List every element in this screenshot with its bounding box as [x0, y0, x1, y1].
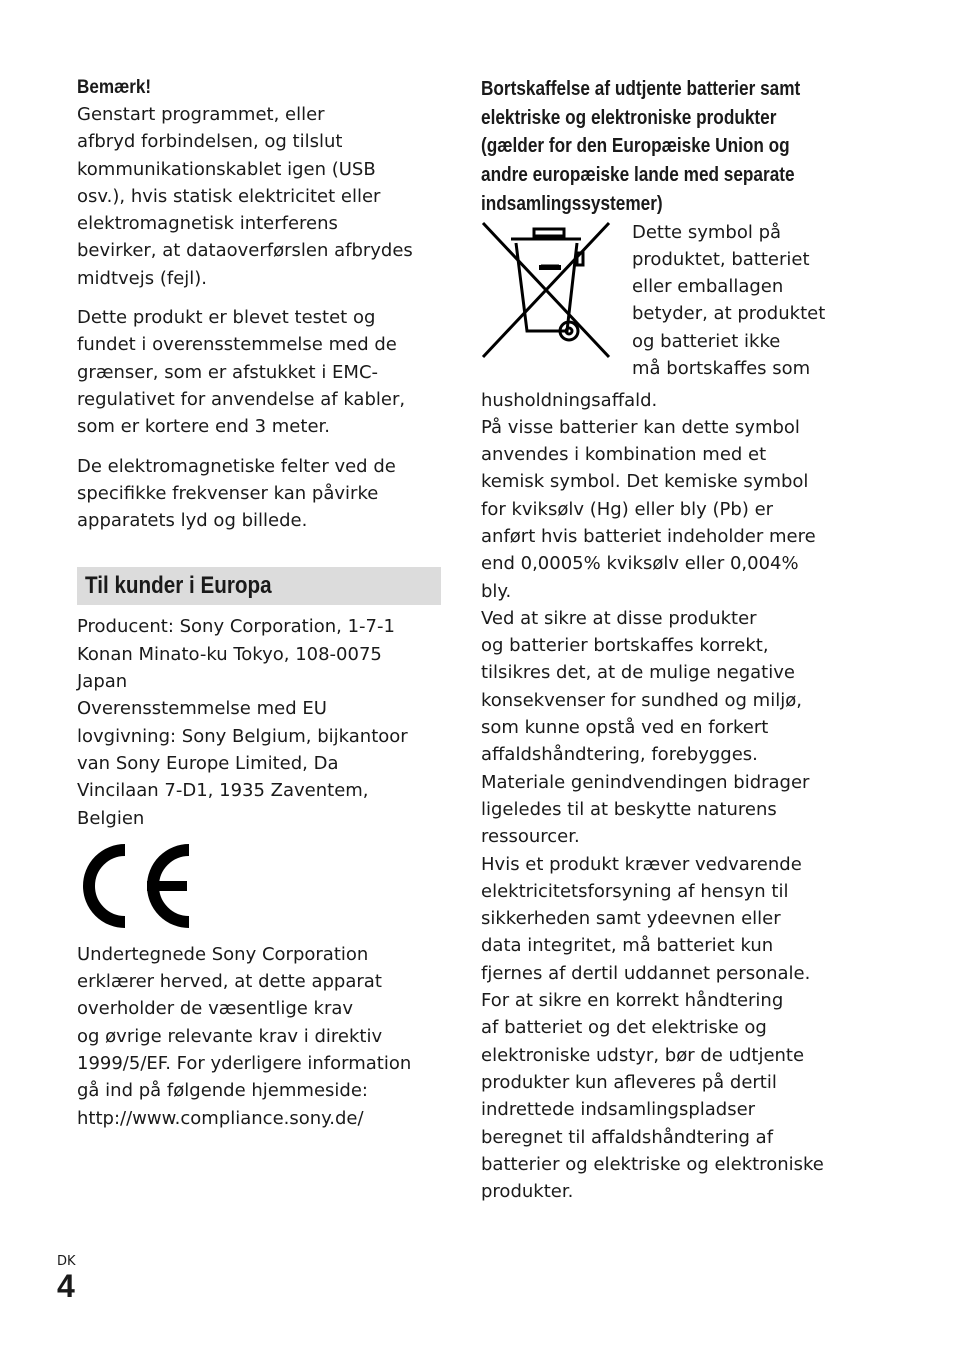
page-number: 4	[57, 1268, 75, 1304]
disposal-title: Bortskaffelse af udtjente batterier samt elektriske og elektroniske produkter (gælder for den Europæiske Union og andre europæiske lande med separate indsamlingssystemer)	[481, 78, 801, 215]
weee-block	[481, 219, 853, 387]
section-title: Til kunder i Europa	[85, 572, 272, 600]
emc-paragraph: Dette produkt er blevet testet og fundet i overensstemmelse med de grænser, som er afstukket i EMC- regulativet for anvendelse af kabler, som er kortere end 3 meter.	[77, 307, 406, 438]
fields-paragraph: De elektromagnetiske felter ved de specifikke frekvenser kan påvirke apparatets lyd og billede.	[77, 455, 396, 532]
right-column	[481, 74, 853, 1205]
disposal-body: husholdningsaffald. På visse batterier kan dette symbol anvendes i kombination med et kemisk symbol. Det kemiske symbol for kviksølv (Hg) eller bly (Pb) er anført hvis batteriet indeholder mere end 0,0005% kviksølv eller 0,004% bly. Ved at sikre at disse produkter og batterier bortskaffes korrekt, tilsikres det, at de mulige negative konsekvenser for sundhed og miljø, som kunne opstå ved en forkert affaldshåndtering, forebygges. Materiale genindvendingen bidrager ligeledes til at beskytte naturens ressourcer. Hvis et produkt kræver vedvarende elektricitetsforsyning af hensyn til sikkerheden samt ydeevnen eller data integritet, må batteriet kun fjernes af dertil uddannet personale. For at sikre en korrekt håndtering af batteriet og det elektriske og elektroniske udstyr, bør de udtjente produkter kun afleveres på dertil indrettede indsamlingspladser beregnet til affaldshåndtering af batterier og elektriske og elektroniske produkter.	[481, 389, 824, 1203]
producer-paragraph: Producent: Sony Corporation, 1-7-1 Konan Minato-ku Tokyo, 108-0075 Japan Overensstemmelse med EU lovgivning: Sony Belgium, bijkantoor van Sony Europe Limited, Da Vincilaan 7-D1, 1935 Zaventem, Belgien	[77, 616, 408, 829]
ce-mark-icon	[77, 844, 191, 928]
declaration-paragraph: Undertegnede Sony Corporation erklærer herved, at dette apparat overholder de væsentlige krav og øvrige relevante krav i direktiv 1999/5/EF. For yderligere information gå ind på følgende hjemmeside: http://www.compliance.sony.de/	[77, 943, 412, 1129]
section-header	[77, 567, 441, 605]
page-language: DK	[57, 1254, 76, 1269]
note-body: Genstart programmet, eller afbryd forbindelsen, og tilslut kommunikationskablet igen (USB osv.), hvis statisk elektricitet eller elektromagnetisk interferens bevirker, at dataoverførslen afbrydes midtvejs (fejl).	[77, 104, 413, 289]
left-column	[77, 74, 443, 1132]
weee-text: Dette symbol på produktet, batteriet eller emballagen betyder, at produktet og batteriet ikke må bortskaffes som	[632, 221, 826, 379]
crossed-out-bin-icon	[481, 221, 611, 359]
note-title: Bemærk!	[77, 77, 152, 98]
